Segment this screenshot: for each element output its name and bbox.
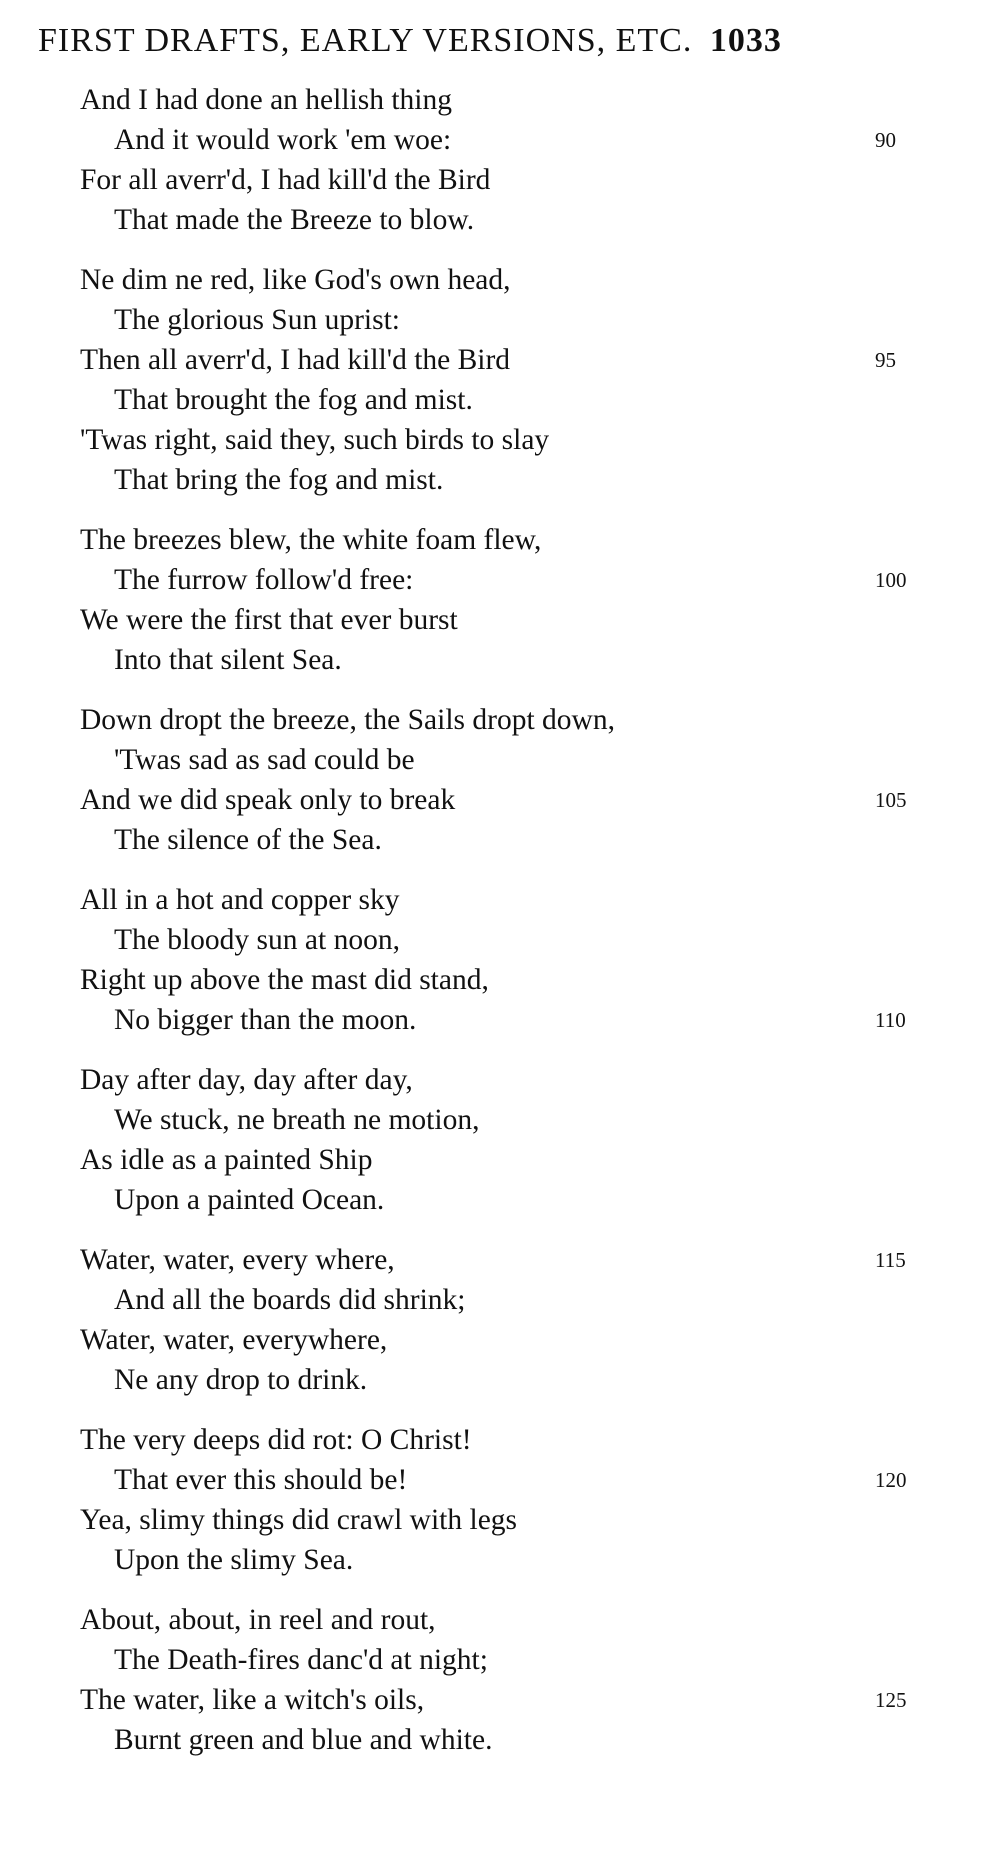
line-number: 100 <box>875 568 907 592</box>
verse-text: And all the boards did shrink; <box>114 1284 466 1316</box>
verse-text: About, about, in reel and rout, <box>80 1604 436 1636</box>
stanza <box>80 880 920 1040</box>
verse-text: Upon the slimy Sea. <box>114 1544 354 1576</box>
line-number: 125 <box>875 1688 907 1712</box>
verse-text: That bring the fog and mist. <box>114 464 444 496</box>
verse-line <box>80 560 920 600</box>
verse-text: For all averr'd, I had kill'd the Bird <box>80 164 491 196</box>
stanza <box>80 1240 920 1400</box>
verse-text: Ne dim ne red, like God's own head, <box>80 264 511 296</box>
stanza <box>80 700 920 860</box>
verse-line <box>80 1500 920 1540</box>
verse-text: 'Twas sad as sad could be <box>114 744 415 776</box>
verse-line <box>80 1420 920 1460</box>
verse-text: All in a hot and copper sky <box>80 884 400 916</box>
stanza <box>80 80 920 240</box>
verse-line <box>80 1600 920 1640</box>
verse-text: The bloody sun at noon, <box>114 924 400 956</box>
verse-line <box>80 1060 920 1100</box>
verse-line <box>80 1280 920 1320</box>
verse-line <box>80 80 920 120</box>
stanza <box>80 1600 920 1760</box>
line-number: 120 <box>875 1468 907 1492</box>
verse-line <box>80 880 920 920</box>
verse-line <box>80 1640 920 1680</box>
running-title: FIRST DRAFTS, EARLY VERSIONS, ETC. <box>38 22 693 59</box>
verse-text: The furrow follow'd free: <box>114 564 414 596</box>
verse-text: The water, like a witch's oils, <box>80 1684 425 1716</box>
line-number: 105 <box>875 788 907 812</box>
verse-line <box>80 780 920 820</box>
verse-line <box>80 960 920 1000</box>
page-number: 1033 <box>709 22 782 59</box>
verse-text: The glorious Sun uprist: <box>114 304 400 336</box>
verse-line <box>80 340 920 380</box>
verse-line <box>80 200 920 240</box>
line-number: 110 <box>875 1008 906 1032</box>
running-header <box>38 22 918 60</box>
verse-text: We stuck, ne breath ne motion, <box>114 1104 480 1136</box>
verse-text: And I had done an hellish thing <box>80 84 452 116</box>
verse-line <box>80 920 920 960</box>
verse-line <box>80 420 920 460</box>
verse-text: Down dropt the breeze, the Sails dropt down, <box>80 704 615 736</box>
verse-line <box>80 260 920 300</box>
verse-line <box>80 1540 920 1580</box>
verse-text: The Death-fires danc'd at night; <box>114 1644 488 1676</box>
verse-text: And we did speak only to break <box>80 784 456 816</box>
verse-line <box>80 600 920 640</box>
verse-text: Yea, slimy things did crawl with legs <box>80 1504 518 1536</box>
stanza <box>80 1420 920 1580</box>
verse-line <box>80 160 920 200</box>
verse-line <box>80 1360 920 1400</box>
stanza <box>80 1060 920 1220</box>
verse-line <box>80 740 920 780</box>
verse-text: The breezes blew, the white foam flew, <box>80 524 542 556</box>
verse-line <box>80 120 920 160</box>
verse-text: Then all averr'd, I had kill'd the Bird <box>80 344 511 376</box>
verse-line <box>80 1320 920 1360</box>
verse-text: That brought the fog and mist. <box>114 384 473 416</box>
verse-text: Ne any drop to drink. <box>114 1364 368 1396</box>
verse-text: The very deeps did rot: O Christ! <box>80 1424 472 1456</box>
verse-line <box>80 380 920 420</box>
verse-line <box>80 1240 920 1280</box>
verse-text: As idle as a painted Ship <box>80 1144 373 1176</box>
verse-line <box>80 300 920 340</box>
line-number: 95 <box>875 348 896 372</box>
line-number: 90 <box>875 128 896 152</box>
verse-line <box>80 1720 920 1760</box>
verse-line <box>80 1680 920 1720</box>
verse-line <box>80 1000 920 1040</box>
verse-text: Burnt green and blue and white. <box>114 1724 493 1756</box>
verse-text: No bigger than the moon. <box>114 1004 417 1036</box>
verse-text: Water, water, every where, <box>80 1244 395 1276</box>
verse-text: We were the first that ever burst <box>80 604 458 636</box>
verse-text: And it would work 'em woe: <box>114 124 452 156</box>
verse-text: Water, water, everywhere, <box>80 1324 388 1356</box>
verse-text: 'Twas right, said they, such birds to slay <box>80 424 550 456</box>
verse-line <box>80 520 920 560</box>
poem-body <box>80 80 920 1780</box>
verse-text: That made the Breeze to blow. <box>114 204 475 236</box>
verse-text: Right up above the mast did stand, <box>80 964 489 996</box>
stanza <box>80 260 920 500</box>
verse-text: Day after day, day after day, <box>80 1064 413 1096</box>
verse-line <box>80 1460 920 1500</box>
verse-text: Into that silent Sea. <box>114 644 342 676</box>
verse-line <box>80 1100 920 1140</box>
line-number: 115 <box>875 1248 906 1272</box>
verse-line <box>80 700 920 740</box>
verse-text: The silence of the Sea. <box>114 824 382 856</box>
verse-line <box>80 1180 920 1220</box>
stanza <box>80 520 920 680</box>
verse-line <box>80 820 920 860</box>
verse-text: That ever this should be! <box>114 1464 408 1496</box>
verse-line <box>80 640 920 680</box>
verse-line <box>80 460 920 500</box>
verse-text: Upon a painted Ocean. <box>114 1184 385 1216</box>
verse-line <box>80 1140 920 1180</box>
